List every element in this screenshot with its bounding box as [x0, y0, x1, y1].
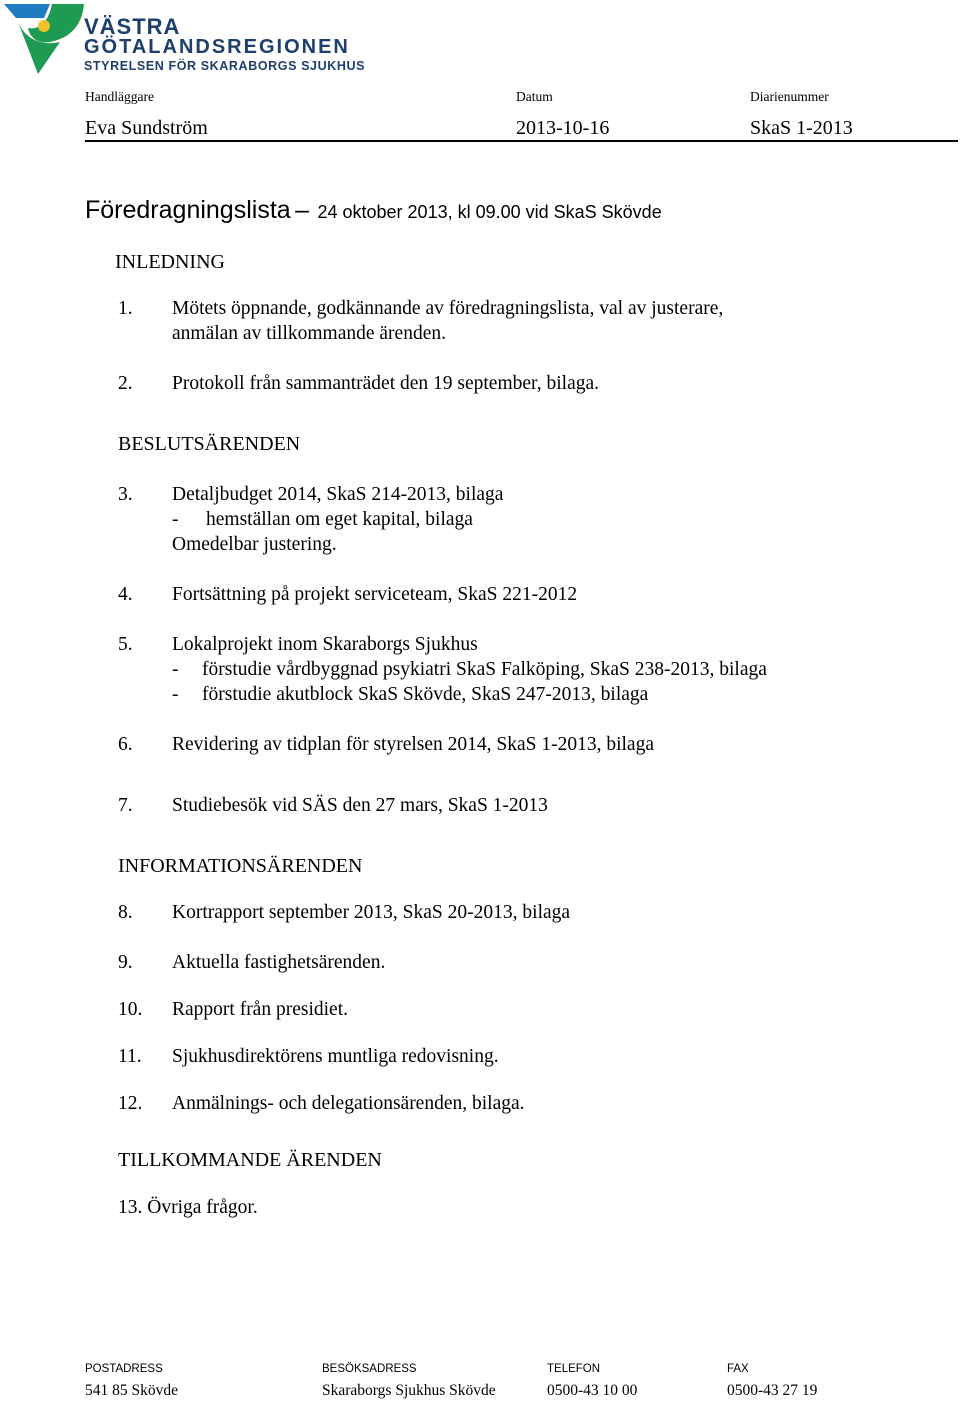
telefon-label: TELEFON: [547, 1363, 601, 1375]
item-number: 9.: [118, 952, 133, 973]
title-subtitle: 24 oktober 2013, kl 09.00 vid SkaS Skövde: [317, 202, 662, 222]
item-subtext: förstudie akutblock SkaS Skövde, SkaS 247-2013, bilaga: [202, 684, 649, 705]
item-text: Rapport från presidiet.: [172, 999, 348, 1020]
item-text: Anmälnings- och delegationsärenden, bilaga.: [172, 1093, 525, 1114]
item-text: Revidering av tidplan för styrelsen 2014, SkaS 1-2013, bilaga: [172, 734, 654, 755]
section-inledning: INLEDNING: [115, 251, 225, 273]
item-number: 12.: [118, 1093, 143, 1114]
postadress-value: 541 85 Skövde: [85, 1382, 178, 1399]
besoksadress-value: Skaraborgs Sjukhus Skövde: [322, 1382, 496, 1399]
item-number: 3.: [118, 484, 133, 505]
item-number: 10.: [118, 999, 143, 1020]
title-dash: –: [295, 196, 310, 224]
item-text: Detaljbudget 2014, SkaS 214-2013, bilaga: [172, 484, 504, 505]
item-text: Fortsättning på projekt serviceteam, SkaS 221-2012: [172, 584, 578, 605]
handlaggare-value: Eva Sundström: [85, 117, 208, 139]
handlaggare-label: Handläggare: [85, 89, 154, 104]
datum-value: 2013-10-16: [516, 117, 610, 139]
diarienummer-label: Diarienummer: [750, 89, 829, 104]
item-text: 13. Övriga frågor.: [118, 1197, 258, 1218]
section-tillkommande: TILLKOMMANDE ÄRENDEN: [118, 1149, 382, 1171]
item-number: 6.: [118, 734, 133, 755]
item-number: 8.: [118, 902, 133, 923]
item-subtext: förstudie vårdbyggnad psykiatri SkaS Falköping, SkaS 238-2013, bilaga: [202, 659, 767, 680]
datum-label: Datum: [516, 89, 553, 104]
item-text: Sjukhusdirektörens muntliga redovisning.: [172, 1046, 499, 1067]
header-rule: [85, 140, 958, 142]
vgr-logo-icon: [4, 4, 84, 76]
item-text: Lokalprojekt inom Skaraborgs Sjukhus: [172, 634, 478, 655]
item-number: 5.: [118, 634, 133, 655]
postadress-label: POSTADRESS: [85, 1363, 163, 1375]
logo-text-line2: GÖTALANDSREGIONEN: [84, 36, 350, 58]
bullet-dash: -: [172, 684, 179, 705]
section-beslutsarenden: BESLUTSÄRENDEN: [118, 433, 301, 455]
page-title: [85, 196, 662, 225]
item-number: 2.: [118, 373, 133, 394]
bullet-dash: -: [172, 659, 179, 680]
item-subtext: hemställan om eget kapital, bilaga: [206, 509, 473, 530]
item-text: Omedelbar justering.: [172, 534, 337, 555]
fax-value: 0500-43 27 19: [727, 1382, 818, 1399]
telefon-value: 0500-43 10 00: [547, 1382, 638, 1399]
item-text: anmälan av tillkommande ärenden.: [172, 323, 446, 344]
item-number: 7.: [118, 795, 133, 816]
item-text: Kortrapport september 2013, SkaS 20-2013, bilaga: [172, 902, 571, 923]
fax-label: FAX: [727, 1363, 749, 1375]
item-number: 1.: [118, 298, 133, 319]
logo-text-line3: STYRELSEN FÖR SKARABORGS SJUKHUS: [84, 59, 366, 73]
title-main: Föredragningslista: [85, 196, 291, 224]
bullet-dash: -: [172, 509, 179, 530]
besoksadress-label: BESÖKSADRESS: [322, 1363, 417, 1375]
item-text: Studiebesök vid SÄS den 27 mars, SkaS 1-2013: [172, 795, 548, 816]
section-informationsarenden: INFORMATIONSÄRENDEN: [118, 855, 363, 877]
item-number: 4.: [118, 584, 133, 605]
logo-text-line1: VÄSTRA: [84, 14, 181, 39]
item-text: Protokoll från sammanträdet den 19 september, bilaga.: [172, 373, 600, 394]
diarienummer-value: SkaS 1-2013: [750, 117, 853, 139]
item-number: 11.: [118, 1046, 142, 1067]
item-text: Aktuella fastighetsärenden.: [172, 952, 386, 973]
item-text: Mötets öppnande, godkännande av föredragningslista, val av justerare,: [172, 298, 724, 319]
